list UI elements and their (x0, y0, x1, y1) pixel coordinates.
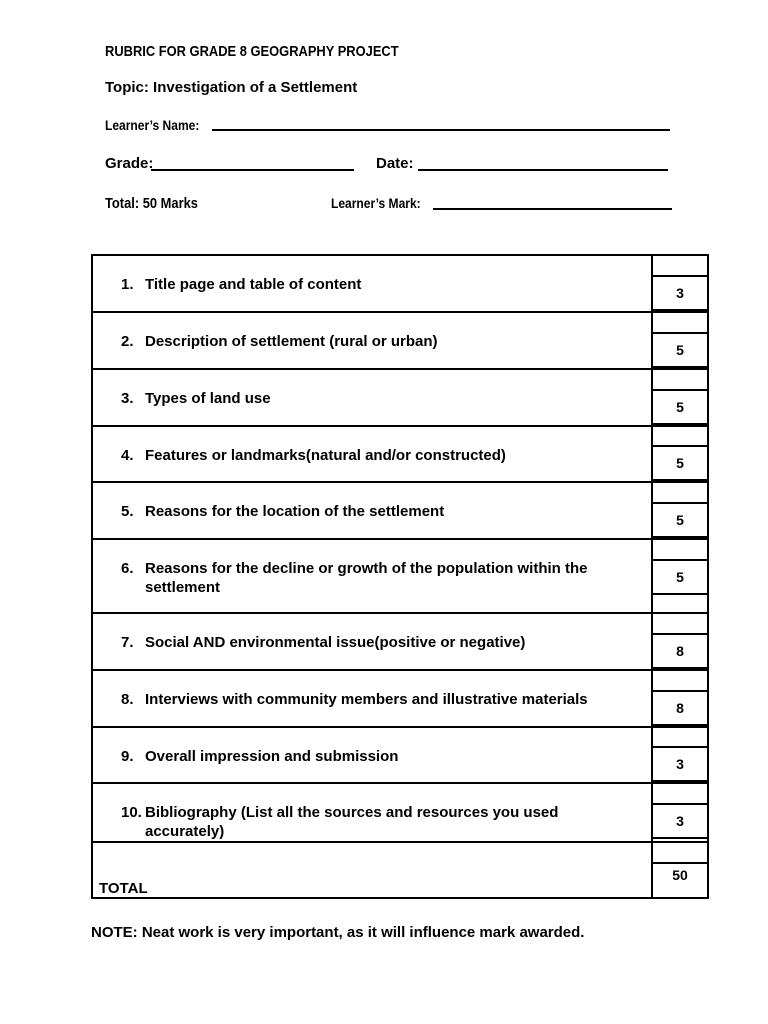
total-marks-label: Total: 50 Marks (105, 195, 198, 212)
date-field[interactable] (418, 169, 668, 171)
criterion-text: Reasons for the location of the settlement (145, 503, 445, 520)
criterion-cell (92, 539, 652, 613)
criterion-number: 7. (121, 634, 134, 651)
grade-label: Grade: (105, 155, 154, 172)
table-row (92, 369, 708, 426)
total-mark-cell (652, 842, 708, 898)
max-mark: 5 (653, 334, 707, 368)
max-mark: 8 (653, 635, 707, 669)
criterion-text: Overall impression and submission (145, 748, 399, 765)
table-row (92, 670, 708, 727)
date-label: Date: (376, 155, 414, 172)
criterion-number: 1. (121, 276, 134, 293)
mark-spacer (653, 614, 707, 635)
mark-cell (652, 670, 708, 727)
criterion-number: 9. (121, 748, 134, 765)
learner-mark-field[interactable] (433, 208, 672, 210)
criterion-cell (92, 613, 652, 670)
mark-spacer (653, 483, 707, 504)
learner-mark-label: Learner’s Mark: (331, 195, 421, 211)
table-row (92, 312, 708, 369)
criterion-cell (92, 426, 652, 482)
grade-field[interactable] (151, 169, 354, 171)
criterion-cell (92, 727, 652, 783)
note-text: NOTE: Neat work is very important, as it will influence mark awarded. (91, 924, 585, 941)
criterion-number: 6. (121, 560, 134, 577)
max-mark: 5 (653, 447, 707, 481)
max-mark: 5 (653, 504, 707, 538)
criterion-number: 8. (121, 691, 134, 708)
criterion-text: Social AND environmental issue(positive or negative) (145, 634, 526, 651)
criterion-number: 5. (121, 503, 134, 520)
mark-spacer (653, 671, 707, 692)
mark-spacer (653, 256, 707, 277)
total-row (92, 842, 708, 898)
mark-spacer (653, 728, 707, 748)
criterion-cell (92, 255, 652, 312)
total-label: TOTAL (99, 880, 148, 897)
topic-line: Topic: Investigation of a Settlement (105, 79, 358, 96)
mark-spacer (653, 784, 707, 805)
mark-cell (652, 482, 708, 539)
criterion-cell (92, 783, 652, 842)
criterion-text: Reasons for the decline or growth of the population within the settlement (145, 560, 588, 596)
mark-spacer (653, 843, 707, 864)
total-label-cell (92, 842, 652, 898)
criterion-number: 2. (121, 333, 134, 350)
mark-spacer (653, 370, 707, 391)
criterion-cell (92, 670, 652, 727)
max-mark: 5 (653, 561, 707, 595)
learner-name-label: Learner’s Name: (105, 117, 200, 133)
max-mark: 3 (653, 805, 707, 839)
mark-spacer (653, 540, 707, 561)
table-row (92, 482, 708, 539)
mark-cell (652, 539, 708, 613)
criterion-text: Description of settlement (rural or urban) (145, 333, 438, 350)
table-row (92, 426, 708, 482)
criterion-cell (92, 312, 652, 369)
mark-cell (652, 255, 708, 312)
table-row (92, 255, 708, 312)
criterion-number: 10. (121, 804, 142, 821)
mark-cell (652, 426, 708, 482)
mark-cell (652, 369, 708, 426)
criterion-cell (92, 369, 652, 426)
mark-cell (652, 727, 708, 783)
mark-cell (652, 783, 708, 842)
table-row (92, 539, 708, 613)
table-row (92, 613, 708, 670)
max-mark: 5 (653, 391, 707, 425)
criterion-number: 3. (121, 390, 134, 407)
criterion-cell (92, 482, 652, 539)
document-title: RUBRIC FOR GRADE 8 GEOGRAPHY PROJECT (105, 43, 399, 60)
mark-cell (652, 613, 708, 670)
rubric-table (91, 254, 709, 899)
max-mark: 3 (653, 277, 707, 311)
max-mark: 8 (653, 692, 707, 726)
criterion-number: 4. (121, 447, 134, 464)
criterion-text: Features or landmarks(natural and/or constructed) (145, 447, 506, 464)
table-row (92, 727, 708, 783)
max-mark: 3 (653, 748, 707, 782)
total-mark: 50 (672, 867, 688, 883)
criterion-text: Types of land use (145, 390, 271, 407)
mark-spacer (653, 313, 707, 334)
criterion-text: Bibliography (List all the sources and resources you used accurately) (145, 804, 559, 840)
mark-spacer (653, 427, 707, 447)
table-row (92, 783, 708, 842)
criterion-text: Interviews with community members and illustrative materials (145, 691, 588, 708)
learner-name-field[interactable] (212, 129, 670, 131)
mark-cell (652, 312, 708, 369)
criterion-text: Title page and table of content (145, 276, 362, 293)
